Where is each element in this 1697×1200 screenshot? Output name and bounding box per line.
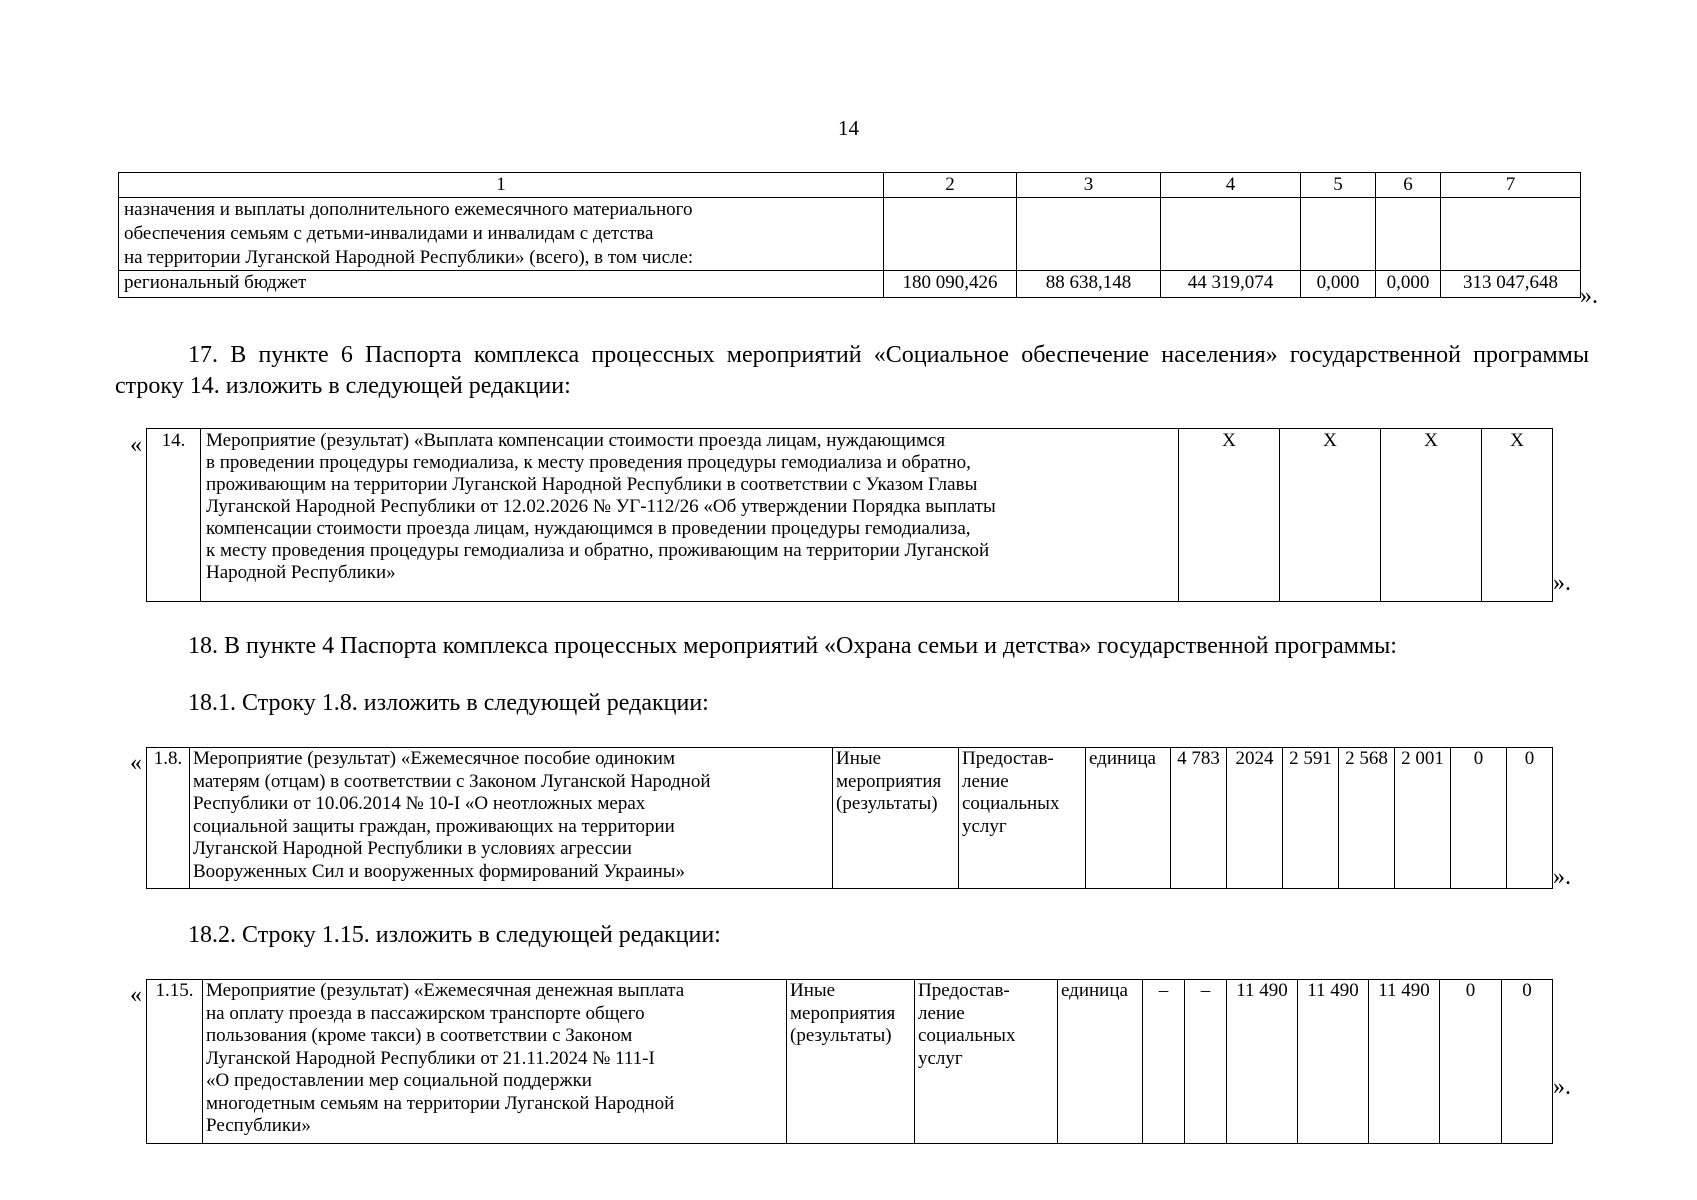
row-description xyxy=(201,429,1179,602)
value-cell: 88 638,148 xyxy=(1017,271,1161,298)
text-line: Мероприятие (результат) «Выплата компенсации стоимости проезда лицам, нуждающимся xyxy=(206,430,946,451)
table-row xyxy=(119,271,1581,298)
text-line: социальных xyxy=(918,1025,1016,1046)
header-cell: 2 xyxy=(884,173,1017,198)
header-cell: 5 xyxy=(1301,173,1376,198)
text-line: на оплату проезда в пассажирском транспорте общего xyxy=(206,1002,645,1024)
value-cell: 2024 xyxy=(1227,748,1283,889)
text-line: пользования (кроме такси) в соответствии с Законом xyxy=(206,1025,633,1046)
value-cell: 11 490 xyxy=(1227,980,1298,1144)
text-line: Вооруженных Сил и вооруженных формирований Украины» xyxy=(193,860,685,882)
kind-cell xyxy=(959,748,1086,889)
text-line: обеспечения семьям с детьми-инвалидами и инвалидам с детства xyxy=(124,223,654,244)
text-line: социальных xyxy=(962,793,1060,814)
text-line: Луганской Народной Республики в условиях агрессии xyxy=(193,838,632,859)
text-line: матерям (отцам) в соответствии с Законом Луганской Народной xyxy=(193,770,711,792)
page-number: 14 xyxy=(838,116,859,140)
text-line: назначения и выплаты дополнительного ежемесячного материального xyxy=(124,199,693,220)
header-cell: 3 xyxy=(1017,173,1161,198)
text-line: Иные xyxy=(836,748,882,769)
item-17-table xyxy=(146,428,1553,602)
value-cell: 2 568 xyxy=(1339,748,1395,889)
table-row xyxy=(147,980,1553,1144)
close-quote: ». xyxy=(1553,1074,1571,1100)
item-18-2-heading: 18.2. Строку 1.15. изложить в следующей редакции: xyxy=(188,922,721,948)
row-number: 14. xyxy=(147,429,201,602)
mark-cell: Х xyxy=(1280,429,1381,602)
value-cell: 11 490 xyxy=(1298,980,1369,1144)
text-line: многодетным семьям на территории Луганской Народной xyxy=(206,1092,675,1114)
table-cell xyxy=(884,198,1017,271)
item-18-2-table xyxy=(146,979,1553,1144)
value-cell: 44 319,074 xyxy=(1161,271,1301,298)
table-cell xyxy=(1441,198,1581,271)
text-line: Республики от 10.06.2014 № 10-I «О неотложных мерах xyxy=(193,793,646,814)
row-number: 1.15. xyxy=(147,980,203,1144)
text-line: Луганской Народной Республики от 21.11.2024 № 111-I xyxy=(206,1047,655,1069)
row-number: 1.8. xyxy=(147,748,190,889)
text-line: (результаты) xyxy=(790,1025,892,1046)
text-line: ление xyxy=(962,770,1009,792)
type-cell xyxy=(833,748,959,889)
value-cell: 2 001 xyxy=(1395,748,1451,889)
unit-cell: единица xyxy=(1058,980,1143,1144)
value-cell: 313 047,648 xyxy=(1441,271,1581,298)
value-cell: 4 783 xyxy=(1171,748,1227,889)
text-line: компенсации стоимости проезда лицам, нуждающимся в проведении процедуры гемодиализа, xyxy=(206,518,971,539)
kind-cell xyxy=(915,980,1058,1144)
table-row xyxy=(119,198,1581,271)
open-quote: « xyxy=(130,982,142,1008)
header-cell: 4 xyxy=(1161,173,1301,198)
type-cell xyxy=(787,980,915,1144)
table-cell xyxy=(1301,198,1376,271)
item-17-paragraph: 17. В пункте 6 Паспорта комплекса процессных мероприятий «Социальное обеспечение населения» государственной программы строку 14. изложить в следующей редакции: xyxy=(115,342,1589,399)
continuation-table xyxy=(118,172,1581,298)
text-line: мероприятия xyxy=(790,1002,896,1024)
value-cell: 0 xyxy=(1507,748,1553,889)
mark-cell: Х xyxy=(1381,429,1482,602)
table-cell xyxy=(1161,198,1301,271)
text-line: услуг xyxy=(962,815,1007,837)
table-row xyxy=(147,748,1553,889)
value-cell: 0 xyxy=(1451,748,1507,889)
text-line: Луганской Народной Республики от 12.02.2026 № УГ-112/26 «Об утверждении Порядка выплаты xyxy=(206,496,996,517)
open-quote: « xyxy=(130,750,142,776)
text-line: (результаты) xyxy=(836,793,938,814)
text-line: ление xyxy=(918,1002,965,1024)
text-line: Мероприятие (результат) «Ежемесячная денежная выплата xyxy=(206,980,685,1001)
table-cell xyxy=(1017,198,1161,271)
row-description xyxy=(203,980,787,1144)
value-cell: 0 xyxy=(1502,980,1553,1144)
text-line: Народной Республики» xyxy=(206,562,396,583)
value-cell: – xyxy=(1143,980,1185,1144)
mark-cell: Х xyxy=(1482,429,1553,602)
text-line: Предостав- xyxy=(962,748,1054,769)
row-description xyxy=(119,198,884,271)
table-row xyxy=(147,429,1553,602)
text-line: Предостав- xyxy=(918,980,1010,1001)
item-18-1-table xyxy=(146,747,1553,889)
item-18-paragraph: 18. В пункте 4 Паспорта комплекса процессных мероприятий «Охрана семьи и детства» государственной программы: xyxy=(188,633,1397,659)
text-line: к месту проведения процедуры гемодиализа и обратно, проживающим на территории Луганской xyxy=(206,540,990,561)
text-line: проживающим на территории Луганской Народной Республики в соответствии с Указом Главы xyxy=(206,474,978,495)
header-cell: 7 xyxy=(1441,173,1581,198)
header-cell: 6 xyxy=(1376,173,1441,198)
value-cell: 2 591 xyxy=(1283,748,1339,889)
text-line: мероприятия xyxy=(836,770,942,792)
open-quote: « xyxy=(130,432,142,458)
text-line: социальной защиты граждан, проживающих на территории xyxy=(193,815,675,837)
mark-cell: Х xyxy=(1179,429,1280,602)
text-line: на территории Луганской Народной Республики» (всего), в том числе: xyxy=(124,247,694,268)
table-cell xyxy=(1376,198,1441,271)
row-description xyxy=(190,748,833,889)
text-line: Республики» xyxy=(206,1115,311,1136)
text-line: «О предоставлении мер социальной поддержки xyxy=(206,1070,592,1091)
unit-cell: единица xyxy=(1086,748,1171,889)
text-line: услуг xyxy=(918,1047,963,1069)
value-cell: 0 xyxy=(1440,980,1502,1144)
value-cell: 180 090,426 xyxy=(884,271,1017,298)
header-cell: 1 xyxy=(119,173,884,198)
text-line: Иные xyxy=(790,980,836,1001)
row-label: региональный бюджет xyxy=(119,271,884,298)
close-quote: ». xyxy=(1553,570,1571,596)
item-18-1-heading: 18.1. Строку 1.8. изложить в следующей редакции: xyxy=(188,690,709,716)
table-header-row xyxy=(119,173,1581,198)
value-cell: 0,000 xyxy=(1376,271,1441,298)
value-cell: 11 490 xyxy=(1369,980,1440,1144)
text-line: Мероприятие (результат) «Ежемесячное пособие одиноким xyxy=(193,748,675,769)
text-line: в проведении процедуры гемодиализа, к месту проведения процедуры гемодиализа и обратно, xyxy=(206,452,971,473)
close-quote: ». xyxy=(1580,283,1598,309)
value-cell: 0,000 xyxy=(1301,271,1376,298)
close-quote: ». xyxy=(1553,864,1571,890)
value-cell: – xyxy=(1185,980,1227,1144)
